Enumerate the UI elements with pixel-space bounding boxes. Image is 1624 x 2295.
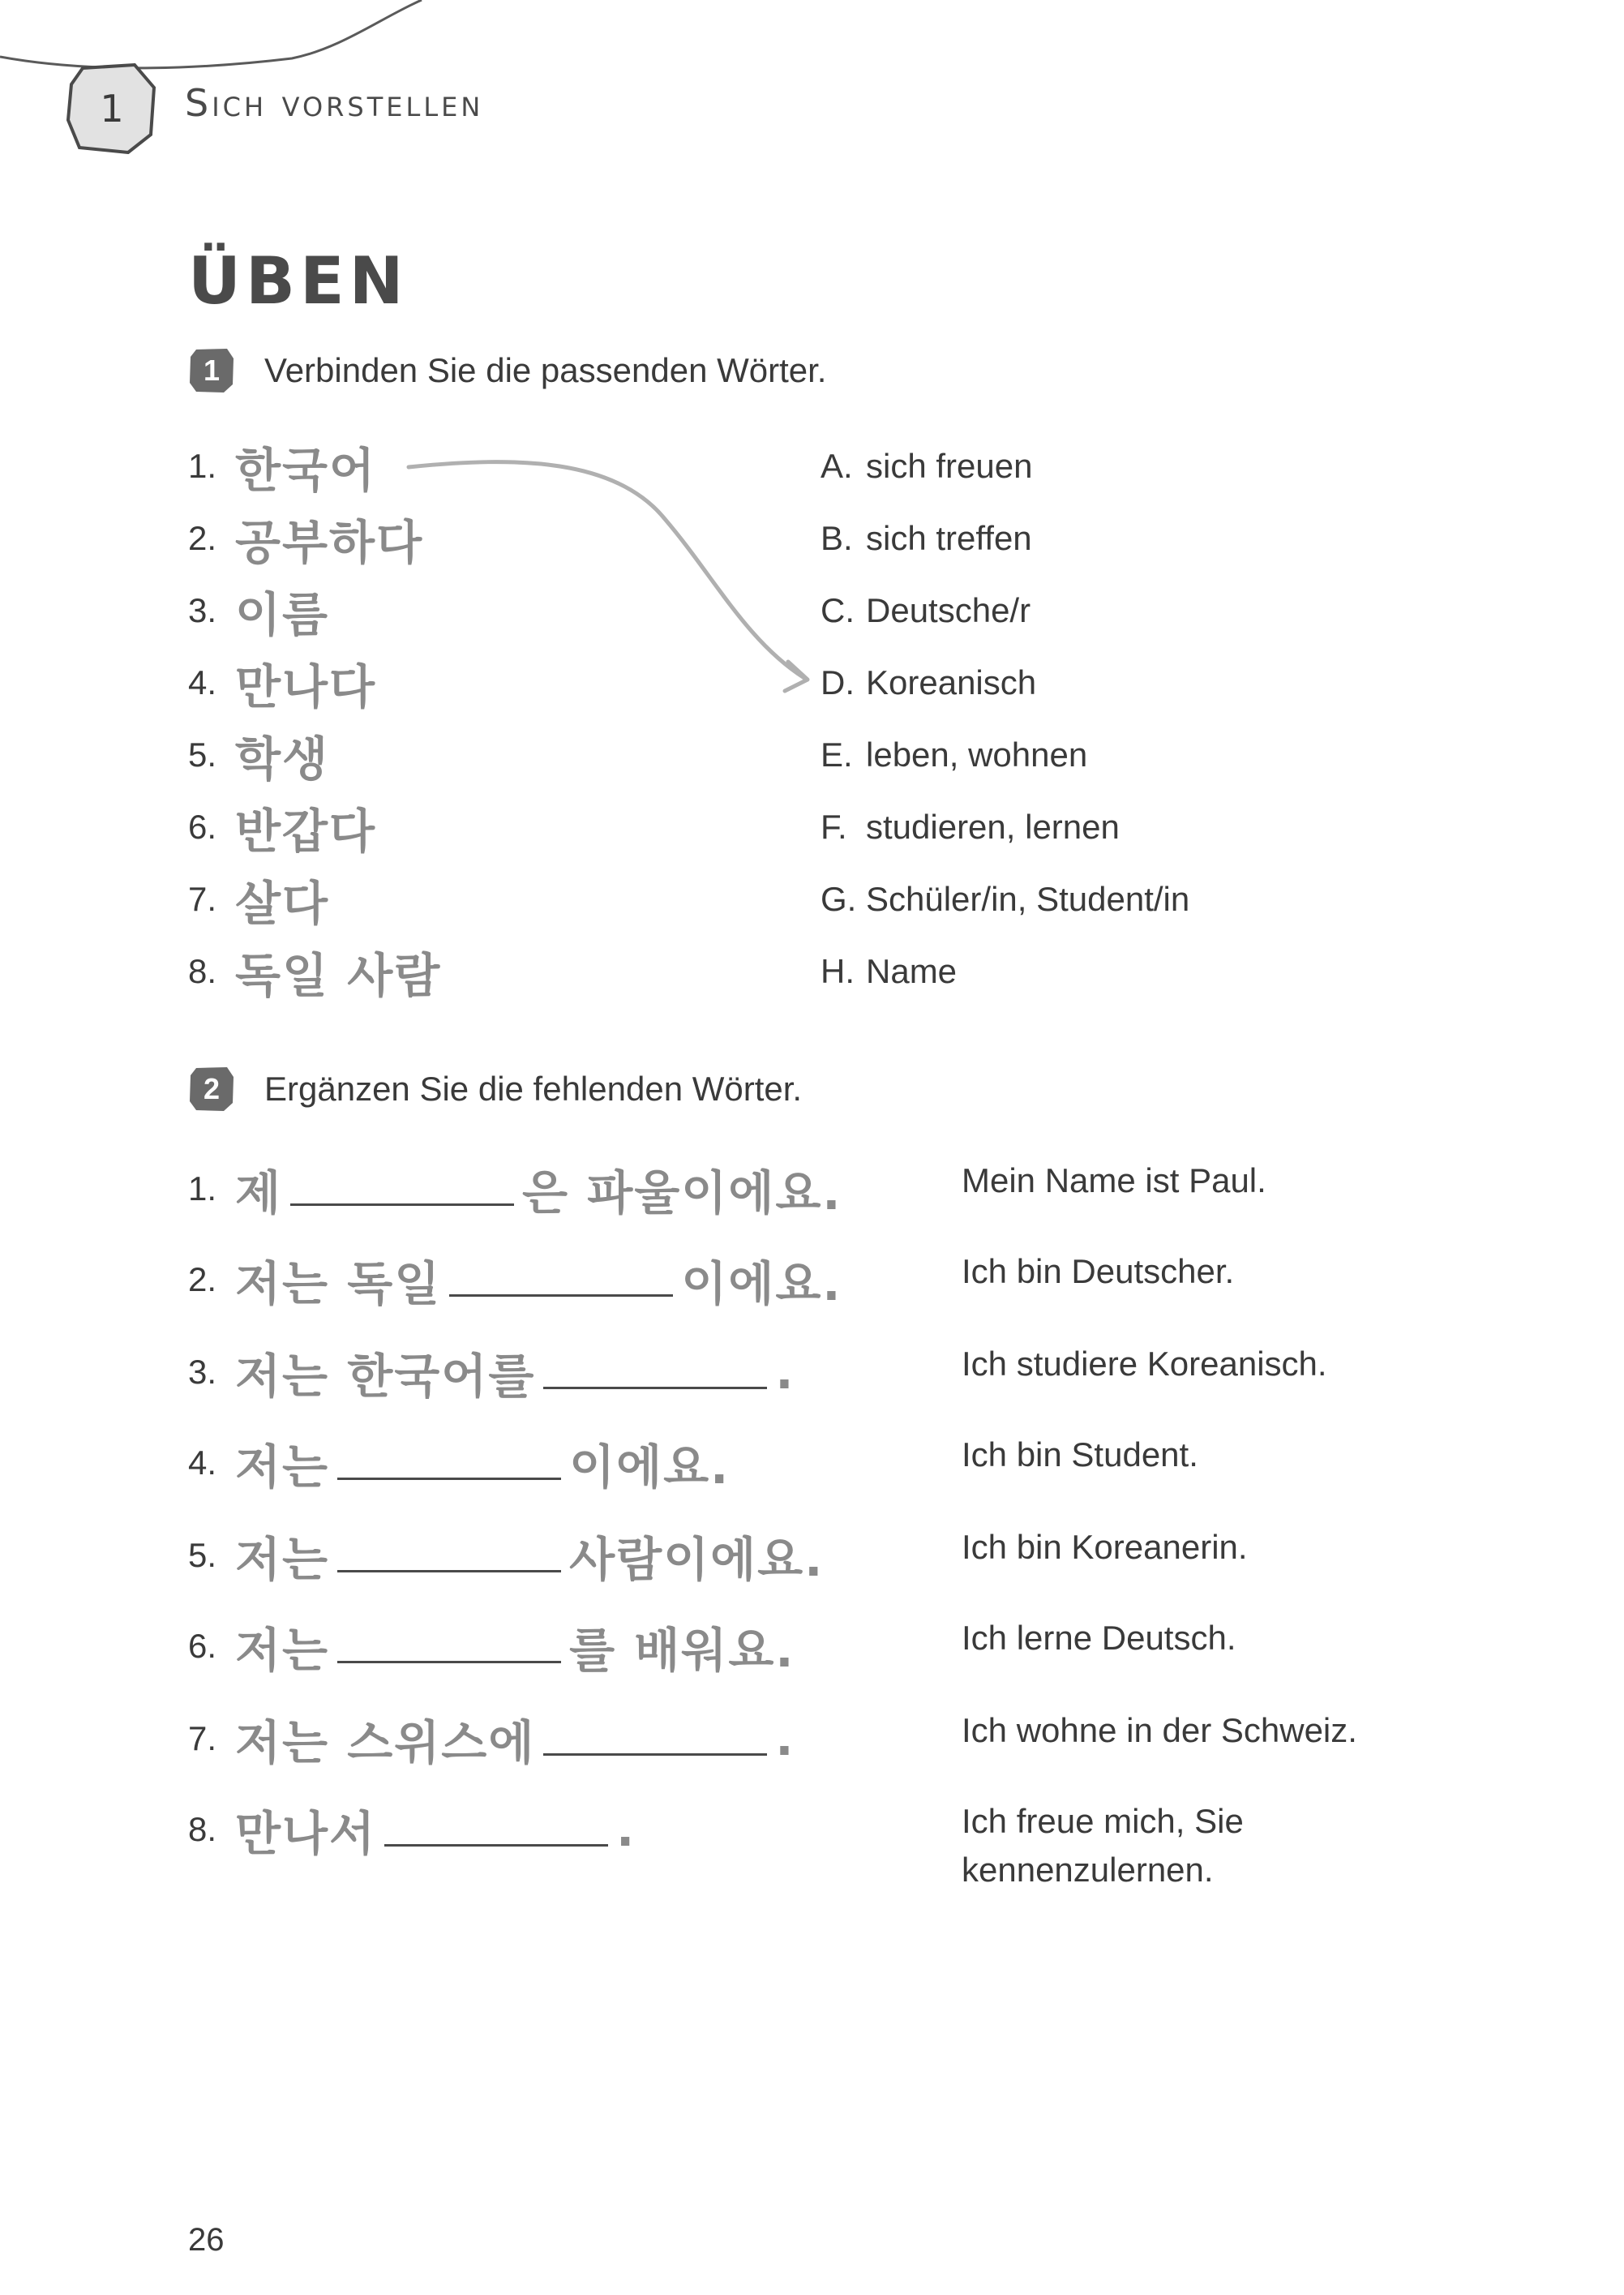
german-translation: Ich bin Student. [962, 1435, 1198, 1474]
korean-before: 만나서 [235, 1806, 377, 1861]
item-letter: D. [821, 663, 855, 701]
korean-word: 한국어 [235, 442, 377, 498]
german-translation: Ich studiere Koreanisch. [962, 1345, 1327, 1383]
item-number: 3. [188, 590, 217, 629]
exercise-1-header [188, 347, 826, 394]
korean-before: 저는 한국어를 [235, 1349, 536, 1404]
korean-before: 저는 [235, 1623, 330, 1678]
item-letter: C. [821, 590, 855, 629]
korean-word: 공부하다 [235, 514, 424, 570]
answer-blank[interactable] [290, 1173, 514, 1206]
page-number: 26 [188, 2222, 225, 2258]
korean-after: . [775, 1345, 795, 1400]
german-translation-multiline [962, 1797, 1244, 1894]
item-number: 5. [188, 1536, 217, 1574]
korean-before: 저는 독일 [235, 1256, 442, 1311]
korean-after: 이에요. [681, 1256, 842, 1311]
item-number: 1. [188, 1169, 217, 1208]
german-word: Schüler/in, Student/in [866, 879, 1190, 918]
item-letter: B. [821, 518, 853, 557]
korean-before: 제 [235, 1165, 283, 1220]
german-translation: Ich wohne in der Schweiz. [962, 1711, 1357, 1749]
german-translation-line-1: Ich freue mich, Sie [962, 1802, 1244, 1840]
item-number: 6. [188, 1627, 217, 1665]
item-letter: E. [821, 735, 853, 774]
item-number: 1. [188, 446, 217, 485]
fill-in-row [188, 1155, 842, 1223]
german-translation: Ich bin Koreanerin. [962, 1528, 1248, 1566]
korean-word: 반갑다 [235, 803, 377, 859]
exercise-2-instruction: Ergänzen Sie die fehlenden Wörter. [264, 1070, 803, 1108]
item-number: 8. [188, 951, 217, 990]
german-word: Name [866, 951, 958, 990]
german-word: Deutsche/r [866, 590, 1031, 629]
korean-word: 살다 [235, 875, 330, 931]
answer-blank[interactable] [543, 1722, 767, 1756]
list-item [821, 574, 1189, 646]
exercise-2-header [188, 1066, 802, 1113]
fill-in-row [188, 1612, 795, 1680]
item-number: 8. [188, 1810, 217, 1848]
item-number: 6. [188, 807, 217, 846]
korean-word: 독일 사람 [235, 947, 442, 1003]
item-letter: G. [821, 879, 857, 918]
list-item [188, 863, 441, 935]
answer-blank[interactable] [337, 1447, 561, 1480]
answer-blank[interactable] [337, 1630, 561, 1663]
korean-word: 이름 [235, 586, 330, 642]
exercise-1-korean-list [188, 430, 441, 1007]
fill-in-row [188, 1705, 795, 1773]
german-translation: Mein Name ist Paul. [962, 1161, 1266, 1199]
item-letter: H. [821, 951, 855, 990]
list-item [821, 430, 1189, 502]
fill-in-row [188, 1521, 824, 1589]
chapter-title: Sich vorstellen [185, 81, 484, 125]
answer-blank[interactable] [384, 1813, 608, 1847]
german-word: studieren, lernen [866, 807, 1120, 846]
korean-after: . [616, 1802, 636, 1857]
item-number: 7. [188, 1719, 217, 1757]
list-item [188, 574, 441, 646]
korean-after: 은 파울이에요. [522, 1165, 842, 1220]
item-number: 5. [188, 735, 217, 774]
fill-in-row [188, 1246, 842, 1314]
answer-blank[interactable] [337, 1539, 561, 1572]
exercise-1-instruction: Verbinden Sie die passenden Wörter. [264, 351, 827, 389]
answer-blank[interactable] [543, 1356, 767, 1389]
item-number: 4. [188, 1443, 217, 1482]
exercise-badge-2 [188, 1066, 235, 1113]
list-item [188, 791, 441, 863]
korean-after: 이에요. [569, 1439, 731, 1495]
korean-after: . [775, 1711, 795, 1766]
korean-word: 학생 [235, 731, 330, 787]
korean-before: 저는 [235, 1439, 330, 1495]
item-number: 2. [188, 518, 217, 557]
list-item [188, 430, 441, 502]
item-letter: A. [821, 446, 853, 485]
exercise-1-german-list [821, 430, 1189, 1007]
korean-after: 를 배워요. [569, 1623, 795, 1678]
exercise-badge-number: 2 [203, 1072, 221, 1105]
fill-in-row [188, 1795, 636, 1864]
item-number: 2. [188, 1260, 217, 1298]
list-item [821, 863, 1189, 935]
german-translation-line-2: kennenzulernen. [962, 1851, 1214, 1889]
item-number: 4. [188, 663, 217, 701]
item-number: 7. [188, 879, 217, 918]
section-heading: ÜBEN [188, 243, 409, 319]
german-word: Koreanisch [866, 663, 1037, 701]
korean-before: 저는 [235, 1532, 330, 1587]
list-item [821, 791, 1189, 863]
german-translation: Ich lerne Deutsch. [962, 1619, 1236, 1657]
list-item [188, 646, 441, 719]
korean-after: 사람이에요. [569, 1532, 825, 1587]
korean-word: 만나다 [235, 658, 377, 714]
list-item [821, 646, 1189, 719]
german-word: sich treffen [866, 518, 1032, 557]
item-letter: F. [821, 807, 847, 846]
german-word: sich freuen [866, 446, 1033, 485]
list-item [188, 935, 441, 1007]
item-number: 3. [188, 1353, 217, 1391]
list-item [821, 502, 1189, 574]
chapter-number: 1 [100, 87, 124, 131]
exercise-badge-number: 1 [203, 354, 221, 387]
german-word: leben, wohnen [866, 735, 1088, 774]
list-item [821, 719, 1189, 791]
fill-in-row [188, 1338, 795, 1406]
german-translation: Ich bin Deutscher. [962, 1252, 1235, 1290]
list-item [188, 719, 441, 791]
fill-in-row [188, 1429, 730, 1497]
list-item [188, 502, 441, 574]
korean-before: 저는 스위스에 [235, 1715, 536, 1770]
list-item [821, 935, 1189, 1007]
answer-blank[interactable] [449, 1263, 673, 1297]
exercise-badge-1 [188, 347, 235, 394]
